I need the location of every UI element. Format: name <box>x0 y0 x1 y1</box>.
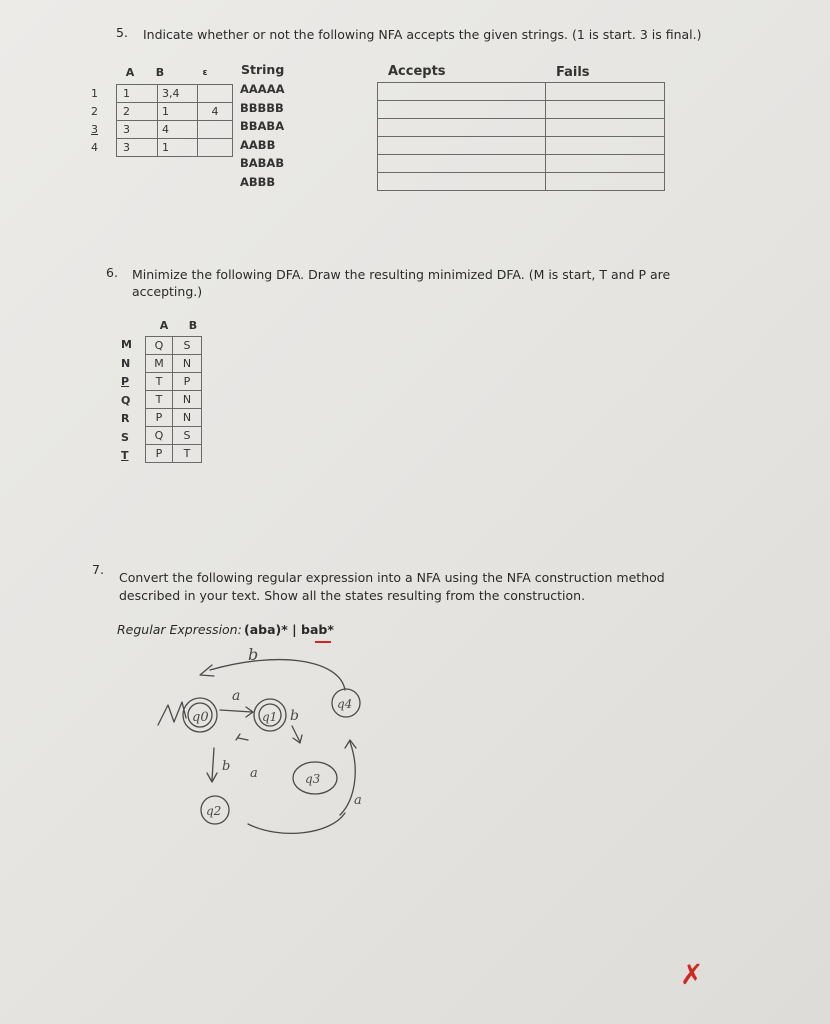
nfa-row-label: 4 <box>91 141 98 154</box>
test-string: BBABA <box>240 119 285 133</box>
fails-cell[interactable] <box>546 155 665 173</box>
q6-number: 6. <box>106 265 118 280</box>
q7-number: 7. <box>92 562 104 577</box>
hand-label-a-right: a <box>354 793 362 808</box>
test-string: AABB <box>240 137 276 152</box>
dfa-cell: S <box>173 427 202 445</box>
nfa-header-a: A <box>125 66 135 79</box>
state-q2-label: q2 <box>206 804 222 818</box>
q5-number: 5. <box>116 25 128 40</box>
nfa-cell: 3 <box>117 121 158 139</box>
regex-label: Regular Expression: <box>117 622 242 637</box>
string-list <box>240 82 285 193</box>
nfa-cell: 3 <box>117 139 158 157</box>
dfa-row-label: Q <box>121 393 131 407</box>
dfa-row-label: S <box>121 430 129 444</box>
dfa-cell: N <box>173 409 202 427</box>
dfa-transition-table <box>145 336 202 463</box>
hand-label-b-right: b <box>290 708 299 724</box>
hand-label-a: a <box>232 688 241 704</box>
test-string: AAAAA <box>240 82 285 96</box>
nfa-header-b: B <box>155 66 165 79</box>
hand-edge-up <box>238 738 248 740</box>
dfa-cell: N <box>173 355 202 373</box>
state-q1-label: q1 <box>262 710 278 724</box>
accepts-cell[interactable] <box>378 119 546 137</box>
fails-cell[interactable] <box>546 83 665 101</box>
string-header: String <box>241 62 285 77</box>
test-string: BBBBB <box>240 100 284 115</box>
nfa-row-label-final: 3 <box>91 123 98 136</box>
fails-cell[interactable] <box>546 173 665 191</box>
fails-cell[interactable] <box>546 101 665 119</box>
dfa-row-labels <box>121 336 132 466</box>
q7-prompt-line2: described in your text. Show all the states resulting from the construction. <box>119 588 586 603</box>
dfa-row-label: R <box>121 412 130 425</box>
hand-label-b-lower: b <box>222 759 231 774</box>
dfa-header-b: B <box>188 319 198 332</box>
nfa-cell: 3,4 <box>158 85 198 103</box>
dfa-cell: Q <box>146 427 173 445</box>
dfa-header-a: A <box>159 319 169 332</box>
test-string: ABBB <box>240 174 276 189</box>
nfa-header-epsilon: ε <box>202 68 208 78</box>
accepts-cell[interactable] <box>378 155 546 173</box>
nfa-cell <box>198 85 233 103</box>
red-x-grade-mark: ✗ <box>680 958 704 991</box>
dfa-cell: P <box>146 409 173 427</box>
dfa-cell: T <box>146 373 173 391</box>
q5-prompt: Indicate whether or not the following NFA accepts the given strings. (1 is start. 3 is final.) <box>143 27 702 42</box>
hand-arc-right <box>340 742 355 815</box>
state-q4-label: q4 <box>337 697 353 711</box>
accepts-cell[interactable] <box>378 137 546 155</box>
dfa-row-label-accepting: T <box>121 449 129 462</box>
nfa-cell: 2 <box>117 103 158 121</box>
fails-cell[interactable] <box>546 119 665 137</box>
hand-arrowhead <box>200 665 214 676</box>
nfa-cell: 4 <box>158 121 198 139</box>
fails-header: Fails <box>556 65 590 80</box>
nfa-transition-table <box>116 84 233 157</box>
test-string: BABAB <box>240 156 285 170</box>
nfa-row-label: 1 <box>91 87 98 100</box>
state-q3-label: q3 <box>305 772 321 786</box>
nfa-cell <box>198 139 233 157</box>
dfa-cell: Q <box>146 337 173 355</box>
nfa-cell: 1 <box>117 85 158 103</box>
q7-prompt-line1: Convert the following regular expression into a NFA using the NFA construction method <box>119 570 665 585</box>
hand-label-b-top: b <box>248 645 259 664</box>
dfa-row-label-accepting: P <box>121 375 130 388</box>
nfa-cell: 1 <box>158 139 198 157</box>
dfa-cell: S <box>173 337 202 355</box>
hand-arc-bottom <box>248 813 345 833</box>
hand-start-arrow <box>158 702 186 725</box>
accepts-cell[interactable] <box>378 173 546 191</box>
accepts-header: Accepts <box>388 64 446 79</box>
dfa-cell: N <box>173 391 202 409</box>
dfa-cell: M <box>146 355 173 373</box>
nfa-row-label: 2 <box>91 105 98 118</box>
hand-arrowhead <box>236 734 240 740</box>
q6-prompt-line2: accepting.) <box>132 284 203 299</box>
dfa-cell: T <box>146 391 173 409</box>
hand-label-a-lower: a <box>250 766 258 781</box>
state-q0-label: q0 <box>192 710 209 725</box>
answer-table <box>377 82 665 191</box>
accepts-cell[interactable] <box>378 83 546 101</box>
dfa-cell: P <box>146 445 173 463</box>
handwritten-nfa-sketch <box>140 630 380 840</box>
regex-value: (aba)* | bab* <box>244 622 334 637</box>
dfa-cell: P <box>173 373 202 391</box>
dfa-row-label: N <box>121 356 131 370</box>
dfa-cell: T <box>173 445 202 463</box>
dfa-row-label-start: M <box>121 338 132 351</box>
fails-cell[interactable] <box>546 137 665 155</box>
nfa-cell <box>198 121 233 139</box>
accepts-cell[interactable] <box>378 101 546 119</box>
hand-arc-top <box>210 660 345 690</box>
hand-edge-down-left <box>212 748 214 780</box>
q6-prompt-line1: Minimize the following DFA. Draw the resulting minimized DFA. (M is start, T and P are <box>132 267 671 282</box>
hand-edge-q0-q1 <box>220 710 252 712</box>
nfa-cell: 1 <box>158 103 198 121</box>
nfa-cell: 4 <box>198 103 233 121</box>
